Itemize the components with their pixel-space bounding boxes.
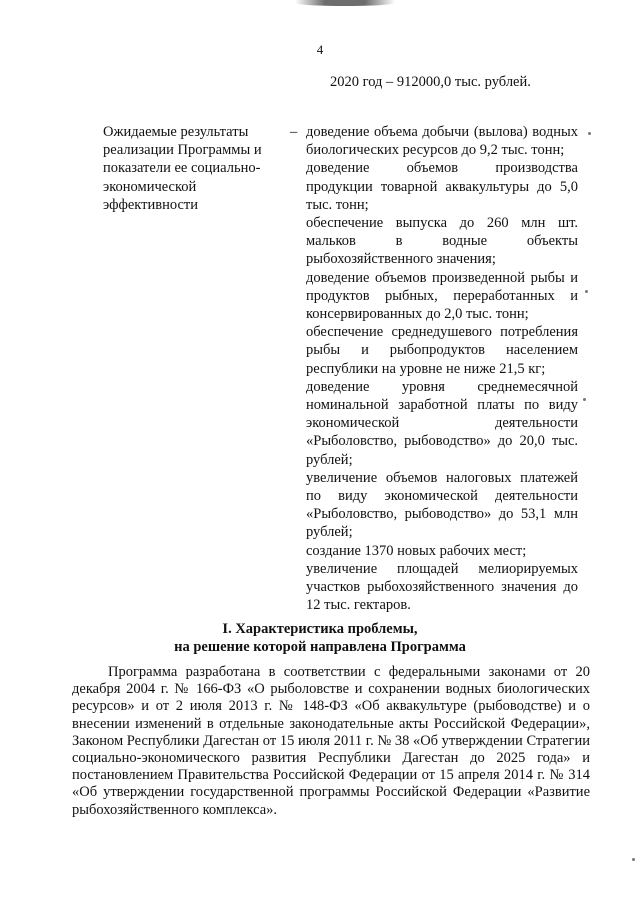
scan-dot xyxy=(632,858,635,861)
page-number: 4 xyxy=(316,42,324,57)
passport-row-label: Ожидаемые результаты реализации Программы и показатели ее социально-экономической эффективности xyxy=(103,124,262,213)
result-item: доведение объемов произведенной рыбы и продуктов рыбных, переработанных и консервированных до 2,0 тыс. тонн; xyxy=(306,269,578,323)
expected-results-list xyxy=(306,123,578,614)
scan-artifact xyxy=(295,0,395,6)
result-item: увеличение площадей мелиорируемых участков рыбохозяйственного значения до 12 тыс. гектаров. xyxy=(306,560,578,614)
result-item: доведение объемов производства продукции товарной аквакультуры до 5,0 тыс. тонн; xyxy=(306,160,578,213)
scan-dot xyxy=(588,132,591,135)
budget-line: 2020 год – 912000,0 тыс. рублей. xyxy=(330,74,531,90)
section-heading xyxy=(0,620,640,656)
passport-row-dash: – xyxy=(290,124,298,140)
body-paragraph: Программа разработана в соответствии с федеральными законами от 20 декабря 2004 г. № 166-ФЗ «О рыболовстве и сохранении водных биологических ресурсов» и от 2 июля 2013 г. № 148-ФЗ «Об аквакультуре (рыбоводстве) и о внесении изменений в отдельные законодательные акты Российской Федерации», Законом Республики Дагестан от 15 июля 2011 г. № 38 «Об утверждении Стратегии социально-экономического развития Республики Дагестан до 2025 года» и постановлением Правительства Российской Федерации от 15 апреля 2014 г. № 314 «Об утверждении государственной программы Российской Федерации «Развитие рыбохозяйственного комплекса». xyxy=(72,664,590,818)
scan-dot xyxy=(583,398,586,401)
result-item: обеспечение выпуска до 260 млн шт. мальков в водные объекты рыбохозяйственного значения; xyxy=(306,215,578,268)
section-heading-line: на решение которой направлена Программа xyxy=(174,639,466,655)
section-heading-line: I. Характеристика проблемы, xyxy=(222,621,418,637)
scan-dot xyxy=(585,290,588,293)
result-item: доведение уровня среднемесячной номинальной заработной платы по виду экономической деятельности «Рыболовство, рыбоводство» до 20,0 тыс. рублей; xyxy=(306,378,578,468)
result-item: доведение объема добычи (вылова) водных биологических ресурсов до 9,2 тыс. тонн; xyxy=(306,124,578,159)
result-item: обеспечение среднедушевого потребления рыбы и рыбопродуктов населением республики на уровне не ниже 21,5 кг; xyxy=(306,324,578,377)
result-item: создание 1370 новых рабочих мест; xyxy=(306,542,527,559)
result-item: увеличение объемов налоговых платежей по виду экономической деятельности «Рыболовство, рыбоводство» до 53,1 млн рублей; xyxy=(306,469,578,541)
